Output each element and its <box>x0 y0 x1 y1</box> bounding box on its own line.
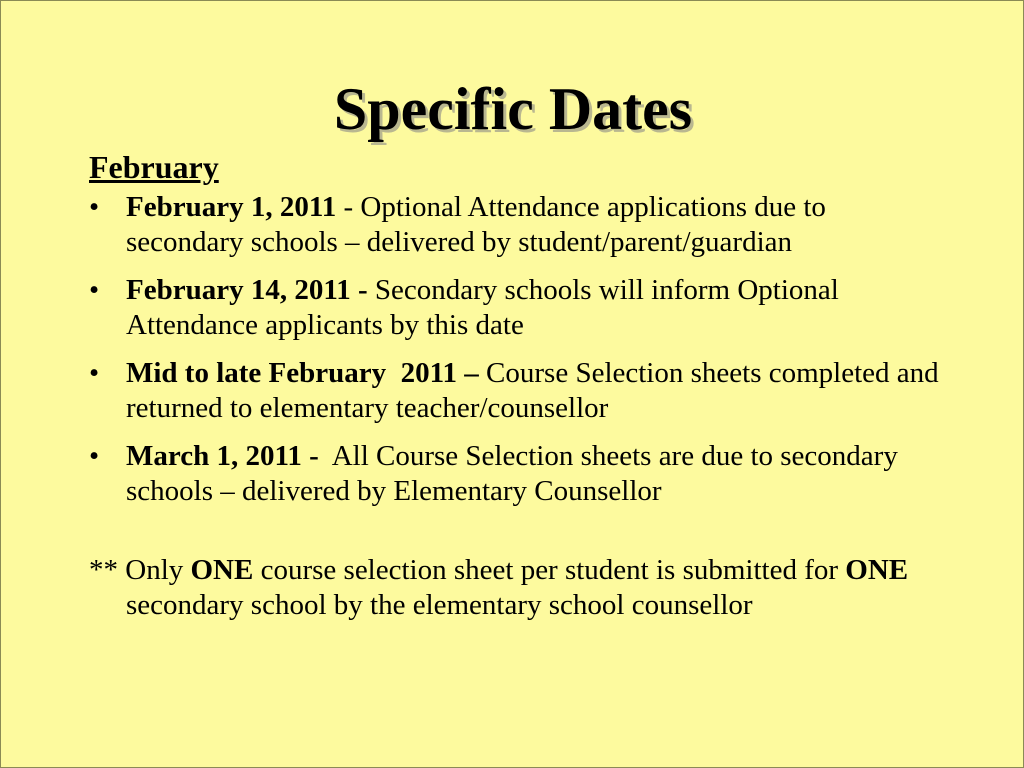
item-date: February 1, 2011 <box>126 191 337 223</box>
section-heading-february: February <box>89 149 219 185</box>
item-separator: - <box>336 191 361 223</box>
item-separator <box>368 274 375 306</box>
item-description: All Course Selection sheets are due to secondary schools – delivered by Elementary Counsellor <box>126 440 898 507</box>
submission-note <box>89 553 939 623</box>
item-date: February 14, 2011 - <box>126 274 368 306</box>
date-item <box>89 356 939 426</box>
item-description: Secondary schools will inform Optional Attendance applicants by this date <box>126 274 839 341</box>
note-emphasis-one: ONE <box>845 554 909 586</box>
bullet-icon: • <box>89 357 100 389</box>
bullet-icon: • <box>89 440 100 472</box>
item-description: Optional Attendance applications due to secondary schools – delivered by student/parent/guardian <box>126 191 826 258</box>
item-date: Mid to late February 2011 – <box>126 357 479 389</box>
date-item <box>89 273 939 343</box>
date-item <box>89 439 939 509</box>
note-middle: course selection sheet per student is submitted for <box>253 554 846 586</box>
note-suffix: secondary school by the elementary school counsellor <box>126 589 753 621</box>
bullet-icon: • <box>89 274 100 306</box>
item-separator <box>479 357 486 389</box>
note-emphasis-one: ONE <box>190 554 254 586</box>
slide-title: Specific Dates <box>333 76 693 142</box>
slide-body <box>89 147 939 623</box>
date-item <box>89 190 939 260</box>
item-description: Course Selection sheets completed and returned to elementary teacher/counsellor <box>126 357 939 424</box>
item-separator <box>319 440 332 472</box>
item-date: March 1, 2011 - <box>126 440 319 472</box>
note-prefix: ** Only <box>89 554 191 586</box>
bullet-icon: • <box>89 191 100 223</box>
